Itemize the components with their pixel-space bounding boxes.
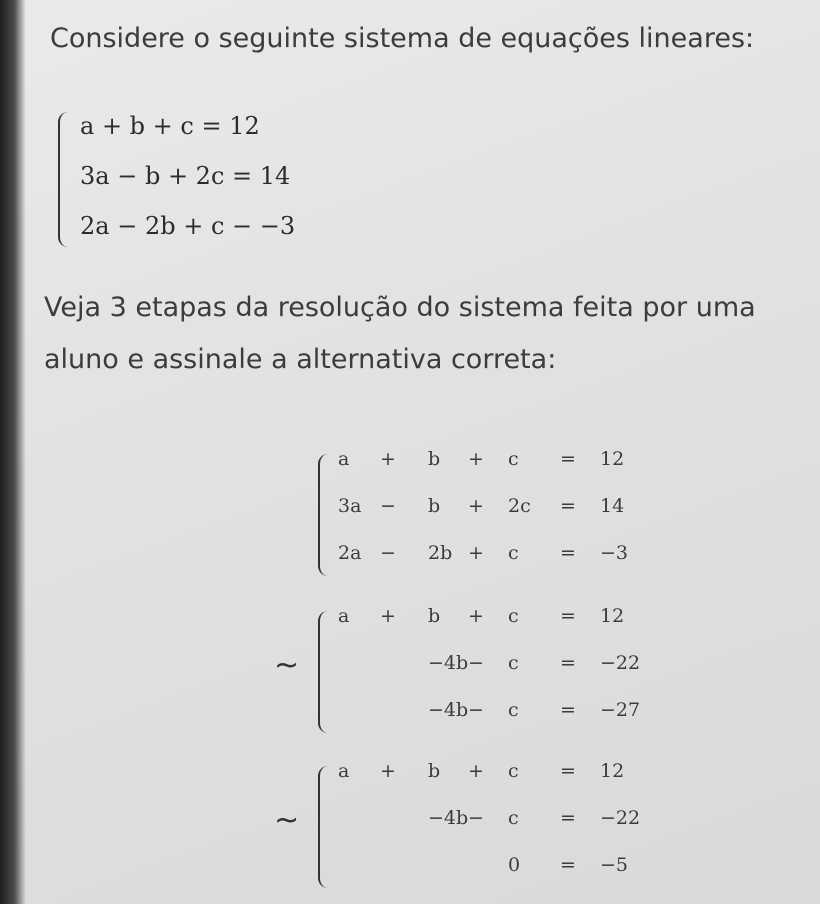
step-3-row-1-term: a (338, 760, 350, 782)
step-2-row-2-term: = (560, 652, 576, 674)
system-equation-3: 2a − 2b + c − −3 (80, 212, 296, 240)
step-1-row-2-term: = (560, 495, 576, 517)
system-brace (58, 112, 72, 247)
step-2-row-1-term: b (428, 605, 441, 627)
step-1-row-3-term: = (560, 542, 576, 564)
step-2-row-1-term: a (338, 605, 350, 627)
step-1-row-1-term: b (428, 448, 441, 470)
step-3-row-3-term: −5 (600, 854, 629, 876)
system-equation-1: a + b + c = 12 (80, 112, 260, 140)
step-3-row-1-term: b (428, 760, 441, 782)
step-3-row-2-term: = (560, 807, 576, 829)
step-1-row-1-term: a (338, 448, 350, 470)
step-1-row-1-term: 12 (600, 448, 625, 470)
step-1-row-2-term: + (468, 495, 484, 517)
step-1-row-2-term: − (380, 495, 396, 517)
step-3-row-2-term: −4b (428, 807, 469, 829)
step-1-row-2-term: 14 (600, 495, 625, 517)
step-3-row-1-term: + (468, 760, 484, 782)
step-1-row-3-term: + (468, 542, 484, 564)
step-2-row-3-term: −27 (600, 699, 641, 721)
step-3-row-1-term: 12 (600, 760, 625, 782)
step-1-row-3-term: c (508, 542, 519, 564)
step-1-row-2-term: b (428, 495, 441, 517)
step-3-brace (318, 766, 330, 888)
step-2-row-3-term: − (468, 699, 484, 721)
step-3-row-1-term: c (508, 760, 519, 782)
step-1-row-1-term: + (380, 448, 396, 470)
step-1-row-1-term: + (468, 448, 484, 470)
step-1-row-1-term: = (560, 448, 576, 470)
step-1-row-2-term: 3a (338, 495, 362, 517)
step-3-row-2-term: −22 (600, 807, 641, 829)
step-2-row-1-term: + (380, 605, 396, 627)
step-2-row-1-term: = (560, 605, 576, 627)
step-1-brace (318, 454, 330, 576)
step-3-row-3-term: = (560, 854, 576, 876)
step-1-row-1-term: c (508, 448, 519, 470)
step-3-row-2-term: − (468, 807, 484, 829)
step-2-row-1-term: 12 (600, 605, 625, 627)
step-2-row-2-term: − (468, 652, 484, 674)
equivalence-tilde: ~ (274, 648, 300, 683)
instruction-line-2: aluno e assinale a alternativa correta: (44, 344, 557, 375)
intro-text: Considere o seguinte sistema de equações lineares: (50, 23, 755, 54)
system-equation-2: 3a − b + 2c = 14 (80, 162, 291, 190)
step-2-row-3-term: c (508, 699, 519, 721)
step-2-row-1-term: c (508, 605, 519, 627)
step-2-row-3-term: = (560, 699, 576, 721)
step-3-row-2-term: c (508, 807, 519, 829)
step-2-row-3-term: −4b (428, 699, 469, 721)
step-1-row-3-term: 2a (338, 542, 362, 564)
step-3-row-1-term: = (560, 760, 576, 782)
instruction-line-1: Veja 3 etapas da resolução do sistema feita por uma (44, 292, 756, 323)
step-2-row-2-term: −4b (428, 652, 469, 674)
step-3-row-3-term: 0 (508, 854, 521, 876)
step-1-row-3-term: 2b (428, 542, 453, 564)
step-2-brace (318, 611, 330, 733)
step-2-row-2-term: −22 (600, 652, 641, 674)
photo-edge-shadow (0, 0, 26, 904)
step-2-row-1-term: + (468, 605, 484, 627)
step-1-row-3-term: − (380, 542, 396, 564)
equivalence-tilde: ~ (274, 803, 300, 838)
step-1-row-3-term: −3 (600, 542, 629, 564)
step-3-row-1-term: + (380, 760, 396, 782)
step-2-row-2-term: c (508, 652, 519, 674)
step-1-row-2-term: 2c (508, 495, 531, 517)
